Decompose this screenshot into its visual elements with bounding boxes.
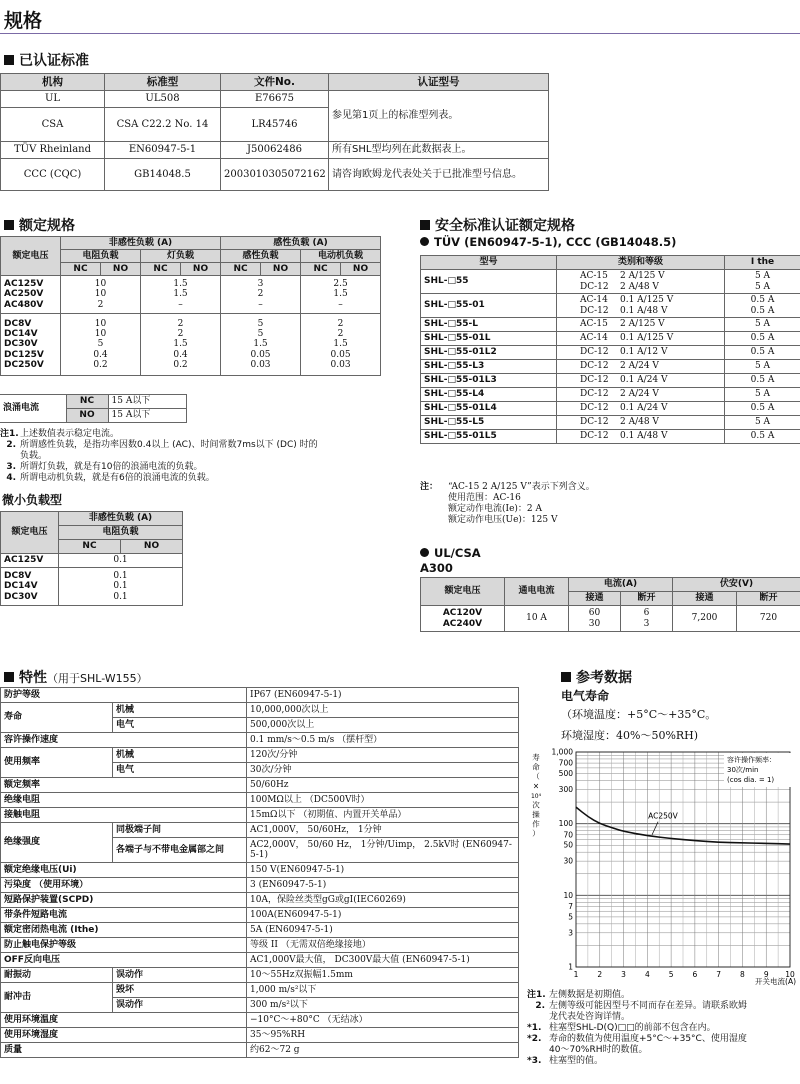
inductive-header: 感性负载 (A) — [221, 237, 381, 250]
char-value-cell: 100A(EN60947-5-1) — [247, 908, 519, 923]
y-label-char: 作 — [532, 819, 540, 829]
micro-dc-value: 0.1 0.1 0.1 — [59, 568, 183, 606]
table-row — [421, 360, 800, 374]
ac-lamp-cell: 1.5 1.5 – — [141, 276, 221, 314]
table-row — [1, 142, 549, 159]
char-key-cell: 使用环境温度 — [1, 1013, 247, 1028]
x-tick-label: 10 — [785, 970, 795, 979]
table-row — [1, 703, 519, 718]
char-subkey-cell: 电气 — [113, 763, 247, 778]
x-tick-label: 7 — [716, 970, 722, 979]
ulcsa-va-header: 伏安(V) — [673, 578, 800, 592]
table-row — [421, 374, 800, 388]
file-cell: 2003010305072162 — [221, 159, 329, 191]
nc-header: NC — [141, 263, 181, 276]
chars-title-text: 特性 — [19, 670, 47, 686]
safety-ithe-cell: 5 A 5 A — [725, 270, 800, 294]
ulcsa-cur-break-cell: 6 3 — [621, 606, 673, 632]
x-tick-label: 5 — [668, 970, 674, 979]
char-value-cell: AC1,000V最大值， DC300V最大值 (EN60947-5-1) — [247, 953, 519, 968]
y-label-char: ） — [532, 829, 540, 838]
electrical-life-chart — [524, 744, 800, 990]
tuv-subtitle — [420, 235, 676, 249]
char-subkey-cell: 误动作 — [113, 998, 247, 1013]
char-key-cell: 防护等级 — [1, 688, 247, 703]
tuv-subtitle-text: TÜV (EN60947-5-1), CCC (GB14048.5) — [434, 235, 677, 249]
micro-title: 微小负载型 — [2, 493, 63, 507]
dc-lamp-cell: 2 2 1.5 0.4 0.2 — [141, 314, 221, 376]
note-line: *1. 柱塞型SHL-D(Q)□□的前部不包含在内。 — [527, 1023, 716, 1033]
x-tick-label: 8 — [740, 970, 745, 979]
table-row — [421, 270, 800, 294]
note-line: 3. 所谓灯负载，就是有10倍的浪涌电流的负载。 — [6, 462, 203, 472]
rated-voltage-header: 额定电压 — [1, 237, 61, 276]
x-tick-label: 9 — [763, 970, 769, 979]
table-row — [1, 808, 519, 823]
table-row — [1, 863, 519, 878]
char-value-cell: 0.1 mm/s～0.5 m/s （摆杆型） — [247, 733, 519, 748]
chart-y-ticks — [552, 748, 574, 972]
rated-table — [0, 236, 381, 376]
micro-ac-voltage: AC125V — [1, 554, 59, 568]
char-key-cell: 耐振动 — [1, 968, 113, 983]
note-line: 额定动作电压(Ue)：125 V — [448, 515, 558, 525]
ulcsa-subtitle-text: UL/CSA — [434, 546, 481, 560]
safety-rows — [421, 270, 800, 444]
safety-table — [420, 255, 800, 444]
ulcsa-table — [420, 577, 800, 632]
y-label-char: 次 — [532, 800, 540, 810]
rated-section-title — [4, 215, 75, 235]
char-key-cell: 接触电阻 — [1, 808, 247, 823]
org-cell: UL — [1, 91, 105, 108]
micro-voltage-header: 额定电压 — [1, 512, 59, 554]
model-cell: 请咨询欧姆龙代表处关于已批准型号信息。 — [329, 159, 549, 191]
table-row — [1, 968, 519, 983]
char-value-cell: 35～95%RH — [247, 1028, 519, 1043]
y-tick-label: 700 — [558, 758, 573, 768]
ulcsa-voltage-header: 额定电压 — [421, 578, 505, 606]
y-tick-label: 500 — [558, 769, 573, 779]
square-bullet-icon — [4, 220, 14, 230]
char-key-cell: 额定频率 — [1, 778, 247, 793]
char-value-cell: 120次/分钟 — [247, 748, 519, 763]
chars-table — [0, 687, 519, 1058]
model-merged-cell: 参见第1页上的标准型列表。 — [329, 91, 549, 142]
safety-category-cell: DC-12 2 A/24 V — [557, 388, 725, 402]
safety-model-cell: SHL-□55-01L2 — [421, 346, 557, 360]
table-row — [1, 748, 519, 763]
inrush-no-value: 15 A以下 — [108, 409, 186, 423]
ulcsa-subtitle — [420, 546, 481, 560]
table-row — [1, 91, 549, 108]
table-row — [1, 983, 519, 998]
char-value-cell: 10,000,000次以上 — [247, 703, 519, 718]
char-subkey-cell: 机械 — [113, 703, 247, 718]
safety-model-cell: SHL-□55-01L4 — [421, 402, 557, 416]
org-cell: CCC (CQC) — [1, 159, 105, 191]
table-row — [1, 938, 519, 953]
ac-resistive-cell: 10 10 2 — [61, 276, 141, 314]
micro-table — [0, 511, 183, 606]
char-value-cell: 5A (EN60947-5-1) — [247, 923, 519, 938]
y-tick-label: 5 — [568, 912, 573, 922]
org-cell: TÜV Rheinland — [1, 142, 105, 159]
col-model: 认证型号 — [329, 74, 549, 91]
table-row — [1, 923, 519, 938]
table-row — [1, 953, 519, 968]
nc-header: NC — [61, 263, 101, 276]
char-key-cell: 绝缘强度 — [1, 823, 113, 863]
y-label-char: 命 — [532, 762, 540, 772]
char-subkey-cell: 同极端子间 — [113, 823, 247, 838]
series-label: AC250V — [648, 811, 678, 821]
y-label-char: 10⁴ — [530, 793, 542, 800]
char-value-cell: 150 V(EN60947-5-1) — [247, 863, 519, 878]
safety-category-cell: AC-14 0.1 A/125 V DC-12 0.1 A/48 V — [557, 294, 725, 318]
safety-ithe-cell: 0.5 A — [725, 374, 800, 388]
note-line: 40～70%RH时的数值。 — [549, 1045, 648, 1055]
char-key-cell: 额定密闭热电流 (Ithe) — [1, 923, 247, 938]
break-header: 断开 — [737, 592, 800, 606]
char-key-cell: 带条件短路电流 — [1, 908, 247, 923]
dc-resistive-cell: 10 10 5 0.4 0.2 — [61, 314, 141, 376]
safety-ithe-cell: 0.5 A 0.5 A — [725, 294, 800, 318]
char-subkey-cell: 各端子与不带电金属部之间 — [113, 838, 247, 863]
legend-line-1: 容许操作频率： — [727, 756, 776, 764]
table-row — [1, 793, 519, 808]
make-header: 接通 — [569, 592, 621, 606]
table-row — [421, 430, 800, 444]
note-line: 负载。 — [20, 451, 48, 461]
safety-category-cell: DC-12 0.1 A/12 V — [557, 346, 725, 360]
square-bullet-icon — [4, 55, 14, 65]
table-row — [421, 402, 800, 416]
ac-motor-cell: 2.5 1.5 – — [301, 276, 381, 314]
y-tick-label: 1,000 — [551, 747, 573, 757]
char-value-cell: 50/60Hz — [247, 778, 519, 793]
reference-notes — [527, 990, 800, 1067]
y-tick-label: 3 — [568, 928, 573, 938]
char-key-cell: 容许操作速度 — [1, 733, 247, 748]
safety-section-title — [420, 215, 575, 235]
motor-header: 电动机负载 — [301, 250, 381, 263]
table-row — [421, 332, 800, 346]
table-row — [1, 908, 519, 923]
char-key-cell: 使用环境湿度 — [1, 1028, 247, 1043]
char-value-cell: −10°C～+80°C （无结冰） — [247, 1013, 519, 1028]
note-line: *3. 柱塞型的值。 — [527, 1056, 604, 1066]
no-header: NO — [101, 263, 141, 276]
y-tick-label: 1 — [568, 962, 573, 972]
note-line: *2. 寿命的数值为使用温度+5°C～+35°C、使用湿度 — [527, 1034, 747, 1044]
y-label-char: 操 — [532, 810, 540, 819]
safety-ithe-cell: 5 A — [725, 360, 800, 374]
safety-category-cell: AC-15 2 A/125 V DC-12 2 A/48 V — [557, 270, 725, 294]
char-value-cell: 1,000 m/s²以下 — [247, 983, 519, 998]
square-bullet-icon — [561, 672, 571, 682]
inrush-table — [0, 394, 187, 423]
safety-category-cell: DC-12 0.1 A/48 V — [557, 430, 725, 444]
note-line: 额定动作电流(Ie)：2 A — [448, 504, 542, 514]
certified-header-row — [1, 74, 549, 91]
micro-resistive-header: 电阻负载 — [59, 526, 183, 540]
table-row — [421, 346, 800, 360]
table-row — [1, 878, 519, 893]
standard-cell: UL508 — [105, 91, 221, 108]
y-label-char: × — [532, 781, 540, 791]
chars-rows — [1, 688, 519, 1058]
safety-model-cell: SHL-□55-01L5 — [421, 430, 557, 444]
char-value-cell: 300 m/s²以下 — [247, 998, 519, 1013]
ulcsa-thermal-cell: 10 A — [505, 606, 569, 632]
round-bullet-icon — [420, 548, 429, 557]
certified-title-text: 已认证标准 — [19, 53, 89, 69]
col-model: 型号 — [421, 256, 557, 270]
safety-category-cell: AC-15 2 A/125 V — [557, 318, 725, 332]
safety-category-cell: DC-12 0.1 A/24 V — [557, 374, 725, 388]
ulcsa-va-make-cell: 7,200 — [673, 606, 737, 632]
standard-cell: EN60947-5-1 — [105, 142, 221, 159]
square-bullet-icon — [4, 672, 14, 682]
no-header: NO — [341, 263, 381, 276]
char-key-cell: 绝缘电阻 — [1, 793, 247, 808]
page-title: 规格 — [4, 10, 43, 32]
rated-notes — [0, 429, 385, 484]
file-cell: E76675 — [221, 91, 329, 108]
char-value-cell: 约62～72 g — [247, 1043, 519, 1058]
no-header: NO — [121, 540, 183, 554]
safety-notes — [420, 482, 800, 526]
chart-legend-box — [724, 753, 792, 787]
safety-category-cell: DC-12 2 A/48 V — [557, 416, 725, 430]
table-row — [1, 1028, 519, 1043]
resistive-header: 电阻负载 — [61, 250, 141, 263]
safety-model-cell: SHL-□55-L4 — [421, 388, 557, 402]
char-key-cell: 额定绝缘电压(Ui) — [1, 863, 247, 878]
nc-header: NC — [221, 263, 261, 276]
y-tick-label: 50 — [563, 840, 573, 850]
char-key-cell: 防止触电保护等级 — [1, 938, 247, 953]
char-value-cell: AC1,000V， 50/60Hz， 1分钟 — [247, 823, 519, 838]
note-line: 龙代表处咨询详情。 — [549, 1012, 631, 1022]
col-ithe: I the — [725, 256, 800, 270]
safety-ithe-cell: 0.5 A — [725, 402, 800, 416]
y-tick-label: 30 — [563, 856, 573, 866]
char-subkey-cell: 毁坏 — [113, 983, 247, 998]
reference-title-text: 参考数据 — [576, 670, 632, 686]
table-row — [1, 159, 549, 191]
safety-model-cell: SHL-□55-L5 — [421, 416, 557, 430]
no-header: NO — [261, 263, 301, 276]
nc-header: NC — [59, 540, 121, 554]
micro-ac-value: 0.1 — [59, 554, 183, 568]
inrush-nc-value: 15 A以下 — [108, 395, 186, 409]
micro-dc-voltage: DC8V DC14V DC30V — [1, 568, 59, 606]
char-value-cell: 10～55Hz双振幅1.5mm — [247, 968, 519, 983]
safety-model-cell: SHL-□55 — [421, 270, 557, 294]
table-row — [421, 416, 800, 430]
char-key-cell: 耐冲击 — [1, 983, 113, 1013]
inrush-nc-label: NC — [66, 395, 108, 409]
note-line: 2. 所谓感性负载，是指功率因数0.4以上 (AC)、时间常数7ms以下 (DC) 时的 — [6, 440, 318, 450]
rated-title-text: 额定规格 — [19, 218, 75, 234]
col-category: 类别和等级 — [557, 256, 725, 270]
dc-voltage-cell: DC8V DC14V DC30V DC125V DC250V — [1, 314, 61, 376]
dc-motor-cell: 2 2 1.5 0.05 0.03 — [301, 314, 381, 376]
safety-model-cell: SHL-□55-L — [421, 318, 557, 332]
safety-model-cell: SHL-□55-01 — [421, 294, 557, 318]
condition-humidity: 环境湿度：40%～50%RH) — [561, 729, 699, 742]
note-line: 使用范围：AC-16 — [448, 493, 521, 503]
char-value-cell: 10A，保险丝类型gG或gI(IEC60269) — [247, 893, 519, 908]
safety-ithe-cell: 5 A — [725, 416, 800, 430]
certified-section-title — [4, 50, 89, 70]
ac-inductive-cell: 3 2 – — [221, 276, 301, 314]
char-subkey-cell: 电气 — [113, 718, 247, 733]
char-value-cell: 等级 II （无需双倍绝缘接地） — [247, 938, 519, 953]
chart-x-label: 开关电流(A) — [755, 977, 796, 986]
char-value-cell: AC2,000V， 50/60 Hz， 1分钟/Uimp， 2.5kV时 (EN60947-5-1) — [247, 838, 519, 863]
table-row — [1, 1043, 519, 1058]
char-value-cell: 100MΩ以上 （DC500V时） — [247, 793, 519, 808]
col-file: 文件No. — [221, 74, 329, 91]
safety-category-cell: AC-14 0.1 A/125 V — [557, 332, 725, 346]
standard-cell: GB14048.5 — [105, 159, 221, 191]
ulcsa-rating: A300 — [420, 561, 453, 575]
round-bullet-icon — [420, 237, 429, 246]
note-line: 注： “AC-15 2 A/125 V”表示下列含义。 — [420, 482, 595, 492]
note-line: 注1. 左侧数据是初期值。 — [527, 990, 631, 1000]
note-line: 2. 左侧等级可能因型号不同而存在差异。请联系欧姆 — [535, 1001, 748, 1011]
char-subkey-cell: 机械 — [113, 748, 247, 763]
condition-temperature: （环境温度：+5°C～+35°C。 — [561, 708, 717, 721]
col-standard: 标准型 — [105, 74, 221, 91]
table-row — [1, 778, 519, 793]
safety-ithe-cell: 0.5 A — [725, 332, 800, 346]
y-tick-label: 300 — [558, 784, 573, 794]
ac-voltage-cell: AC125V AC250V AC480V — [1, 276, 61, 314]
char-key-cell: 寿命 — [1, 703, 113, 733]
table-row — [1, 893, 519, 908]
title-divider — [0, 33, 800, 34]
chart-y-label — [531, 752, 542, 838]
table-row — [421, 294, 800, 318]
safety-model-cell: SHL-□55-01L3 — [421, 374, 557, 388]
y-label-char: （ — [532, 772, 540, 781]
break-header: 断开 — [621, 592, 673, 606]
x-tick-label: 4 — [644, 970, 650, 979]
file-cell: J50062486 — [221, 142, 329, 159]
char-subkey-cell: 误动作 — [113, 968, 247, 983]
noninductive-header: 非感性负载 (A) — [61, 237, 221, 250]
certified-table — [0, 73, 549, 191]
x-tick-label: 1 — [573, 970, 579, 979]
no-header: NO — [181, 263, 221, 276]
legend-line-2: 30次/min — [727, 766, 759, 774]
char-key-cell: 短路保护装置(SCPD) — [1, 893, 247, 908]
nc-header: NC — [301, 263, 341, 276]
char-key-cell: OFF反向电压 — [1, 953, 247, 968]
table-row — [1, 823, 519, 838]
ulcsa-thermal-header: 通电电流 — [505, 578, 569, 606]
col-org: 机构 — [1, 74, 105, 91]
inductive-load-header: 感性负载 — [221, 250, 301, 263]
safety-category-cell: DC-12 0.1 A/24 V — [557, 402, 725, 416]
reference-subtitle: 电气寿命 — [561, 689, 610, 703]
char-key-cell: 质量 — [1, 1043, 247, 1058]
table-row — [421, 318, 800, 332]
table-row — [1, 733, 519, 748]
safety-ithe-cell: 5 A — [725, 388, 800, 402]
note-line: 注1.上述数值表示稳定电流。 — [0, 429, 120, 439]
chars-subtitle: （用于SHL-W155） — [47, 672, 148, 685]
micro-noninductive-header: 非感性负载 (A) — [59, 512, 183, 526]
x-tick-label: 6 — [692, 970, 698, 979]
safety-category-cell: DC-12 2 A/24 V — [557, 360, 725, 374]
y-tick-label: 7 — [568, 901, 573, 911]
square-bullet-icon — [420, 220, 430, 230]
safety-model-cell: SHL-□55-L3 — [421, 360, 557, 374]
safety-ithe-cell: 0.5 A — [725, 430, 800, 444]
x-tick-label: 2 — [597, 970, 603, 979]
y-tick-label: 100 — [558, 819, 573, 829]
char-key-cell: 污染度 （使用环境） — [1, 878, 247, 893]
safety-ithe-cell: 5 A — [725, 318, 800, 332]
char-value-cell: 3 (EN60947-5-1) — [247, 878, 519, 893]
legend-line-3: (cos dia. = 1) — [727, 776, 775, 784]
ulcsa-cur-make-cell: 60 30 — [569, 606, 621, 632]
ulcsa-voltage-cell: AC120V AC240V — [421, 606, 505, 632]
make-header: 接通 — [673, 592, 737, 606]
org-cell: CSA — [1, 108, 105, 142]
safety-title-text: 安全标准认证额定规格 — [435, 218, 575, 234]
model-cell: 所有SHL型均列在此数据表上。 — [329, 142, 549, 159]
inrush-no-label: NO — [66, 409, 108, 423]
standard-cell: CSA C22.2 No. 14 — [105, 108, 221, 142]
char-value-cell: 500,000次以上 — [247, 718, 519, 733]
safety-model-cell: SHL-□55-01L — [421, 332, 557, 346]
ulcsa-va-break-cell: 720 — [737, 606, 800, 632]
file-cell: LR45746 — [221, 108, 329, 142]
char-value-cell: 15mΩ以下 （初期值、内置开关单品） — [247, 808, 519, 823]
table-row — [1, 688, 519, 703]
y-label-char: 寿 — [532, 753, 540, 762]
y-tick-label: 70 — [563, 830, 573, 840]
char-value-cell: 30次/分钟 — [247, 763, 519, 778]
table-row — [421, 388, 800, 402]
note-line: 4. 所谓电动机负载，就是有6倍的浪涌电流的负载。 — [6, 473, 215, 483]
chars-section-title — [4, 667, 148, 687]
dc-inductive-cell: 5 5 1.5 0.05 0.03 — [221, 314, 301, 376]
lamp-header: 灯负载 — [141, 250, 221, 263]
ulcsa-current-header: 电流(A) — [569, 578, 673, 592]
char-key-cell: 使用频率 — [1, 748, 113, 778]
inrush-label: 浪涌电流 — [0, 395, 66, 423]
x-tick-label: 3 — [621, 970, 626, 979]
char-value-cell: IP67 (EN60947-5-1) — [247, 688, 519, 703]
safety-ithe-cell: 0.5 A — [725, 346, 800, 360]
y-tick-label: 10 — [563, 890, 573, 900]
reference-section-title — [561, 667, 632, 687]
table-row — [1, 1013, 519, 1028]
